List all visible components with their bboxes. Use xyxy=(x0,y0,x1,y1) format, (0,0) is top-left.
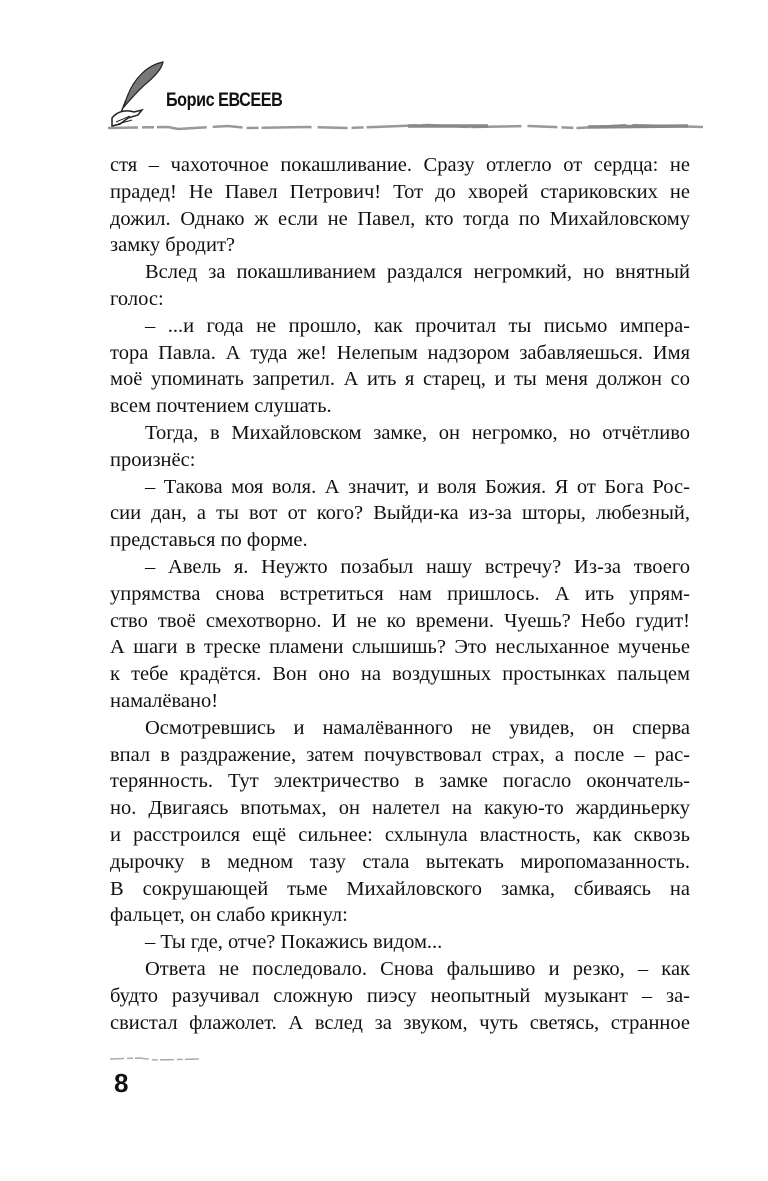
paragraph xyxy=(110,554,690,715)
paragraph xyxy=(110,474,690,554)
text-line: Осмотревшись и намалёванного не увидев, он сперва xyxy=(145,716,690,739)
text-line: представься по форме. xyxy=(110,529,308,552)
text-line: намалёвано! xyxy=(110,689,219,712)
text-line: фальцет, он слабо крикнул: xyxy=(110,904,348,927)
paragraph xyxy=(110,929,690,956)
text-line: стя – чахоточное покашливание. Сразу отлегло от сердца: не xyxy=(110,154,690,176)
text-line: – Авель я. Неужто позабыл нашу встречу? Из-за твоего xyxy=(145,555,690,578)
text-line: и расстроился ещё сильнее: схлынула властность, как сквозь xyxy=(110,823,690,846)
text-line: произнёс: xyxy=(110,448,196,471)
text-line: – ...и года не прошло, как прочитал ты письмо импера- xyxy=(145,314,690,337)
footer-decorative-rule xyxy=(110,1056,200,1062)
text-line: замку бродит? xyxy=(110,234,236,257)
text-line: Ответа не последовало. Снова фальшиво и резко, – как xyxy=(145,957,690,980)
quill-icon xyxy=(108,60,170,130)
text-line: А шаги в треске пламени слышишь? Это неслыханное мученье xyxy=(110,636,690,659)
text-line: дожил. Однако ж если не Павел, кто тогда по Михайловскому xyxy=(110,207,690,230)
paragraph xyxy=(110,313,690,420)
text-line: всем почтением слушать. xyxy=(110,395,332,418)
text-line: ство твоё смехотворно. И не ко времени. Чуешь? Небо гудит! xyxy=(110,609,690,632)
text-line: Тогда, в Михайловском замке, он негромко, но отчётливо xyxy=(145,421,690,444)
decorative-rule xyxy=(108,122,703,132)
text-line: – Такова моя воля. А значит, и воля Божия. Я от Бога Рос- xyxy=(145,475,690,498)
text-line: будто разучивал сложную пиэсу неопытный музыкант – за- xyxy=(110,984,690,1007)
paragraph xyxy=(110,152,690,259)
page-body xyxy=(110,152,690,1036)
text-line: прадед! Не Павел Петрович! Тот до хворей стариковских не xyxy=(110,180,690,203)
text-line: – Ты где, отче? Покажись видом... xyxy=(145,931,443,954)
text-line: упрямства снова встретиться нам пришлось. А ить упрям- xyxy=(110,582,690,605)
text-line: дырочку в медном тазу стала вытекать миропомазанность. xyxy=(110,850,690,873)
author-name: Борис ЕВСЕЕВ xyxy=(166,90,283,111)
text-line: моё упоминать запретил. А ить я старец, и ты меня должон со xyxy=(110,368,690,391)
page-number: 8 xyxy=(114,1068,129,1098)
text-line: тора Павла. А туда же! Нелепым надзором забавляешься. Имя xyxy=(110,341,690,364)
paragraph xyxy=(110,715,690,929)
text-line: к тебе крадётся. Вон оно на воздушных простынках пальцем xyxy=(110,663,690,686)
text-line: Вслед за покашливанием раздался негромкий, но внятный xyxy=(145,261,690,284)
text-line: голос: xyxy=(110,287,164,310)
paragraph xyxy=(110,956,690,1036)
running-header xyxy=(108,60,708,135)
text-line: но. Двигаясь впотьмах, он налетел на какую-то жардиньерку xyxy=(110,797,690,820)
text-line: терянность. Тут электричество в замке погасло окончатель- xyxy=(110,770,690,793)
text-line: впал в раздражение, затем почувствовал страх, а после – рас- xyxy=(110,743,690,766)
text-line: свистал флажолет. А вслед за звуком, чуть светясь, странное xyxy=(110,1011,690,1034)
paragraph xyxy=(110,259,690,313)
text-line: сии дан, а ты вот от кого? Выйди-ка из-за шторы, любезный, xyxy=(110,502,690,525)
paragraph xyxy=(110,420,690,474)
text-line: В сокрушающей тьме Михайловского замка, сбиваясь на xyxy=(110,877,690,900)
